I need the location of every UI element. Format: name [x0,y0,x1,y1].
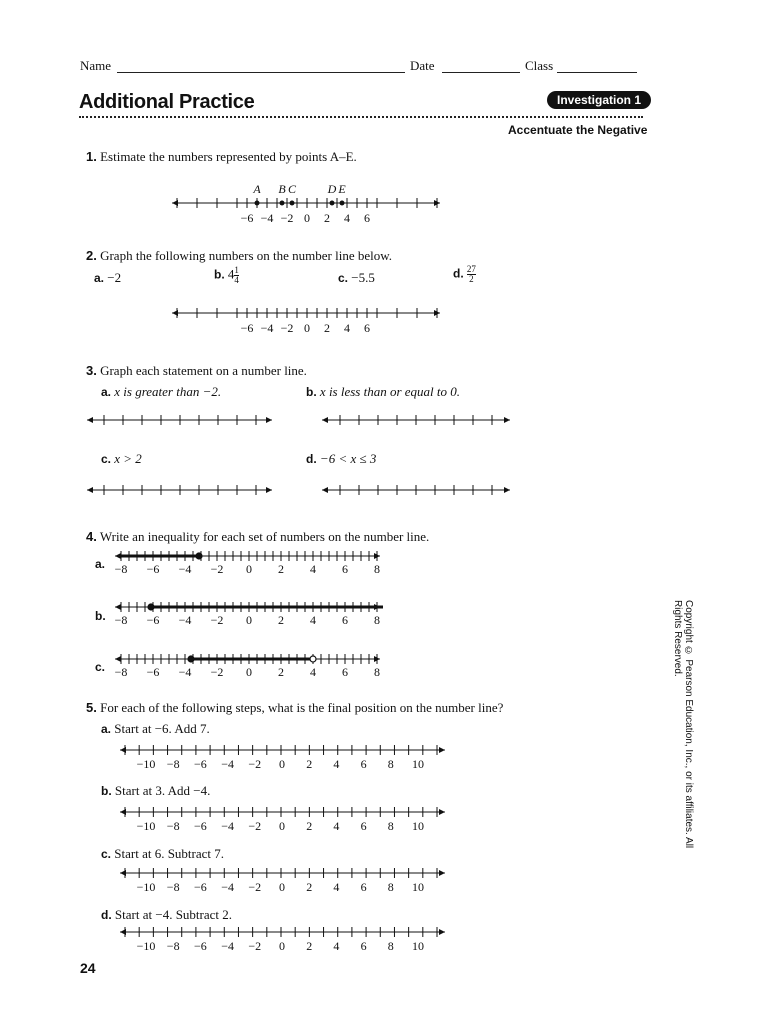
right-arrow-icon [504,417,510,423]
tick-label: 6 [342,665,348,679]
tick-label: 4 [344,321,350,335]
tick-label: −10 [136,757,156,771]
tick-label: 0 [246,562,252,576]
tick-label: 4 [310,562,316,576]
tick-label: 0 [279,757,285,771]
left-arrow-icon [115,656,121,662]
mixed-whole: 4 [227,266,235,282]
question-number: 4. [86,529,97,544]
q2-part-b [214,266,239,285]
tick-label: −2 [248,939,262,953]
tick-label: 8 [387,757,394,771]
tick-label: −10 [136,939,156,953]
right-arrow-icon [266,487,272,493]
question-text: Estimate the numbers represented by points A–E. [100,149,357,164]
investigation-badge: Investigation 1 [547,91,651,109]
question-number: 2. [86,248,97,263]
fraction [234,266,239,285]
tick-label: −6 [146,562,160,576]
tick-label: 0 [246,613,252,627]
part-label: a. [101,722,112,736]
closed-endpoint [188,656,194,662]
tick-label: −6 [194,880,207,894]
point-label: C [287,182,297,196]
part-label: c. [101,452,112,466]
tick-label: 6 [360,880,367,894]
q4-part-a-label: a. [95,557,106,571]
tick-label: 8 [387,819,394,833]
part-label: d. [306,452,317,466]
tick-label: 6 [342,562,348,576]
tick-label: −2 [248,757,262,771]
tick-label: 0 [279,939,285,953]
question-4 [86,529,429,545]
tick-label: −4 [221,880,234,894]
tick-label: 6 [364,321,370,335]
tick-label: −4 [221,819,234,833]
tick-label: 6 [364,211,370,225]
tick-label: 4 [310,665,316,679]
q2-part-a [94,270,121,286]
point-label: D [327,182,337,196]
tick-label: −10 [136,819,156,833]
tick-label: −6 [194,819,207,833]
plotted-point [340,201,345,206]
tick-label: −4 [178,562,192,576]
tick-label: 6 [360,757,367,771]
tick-label: −8 [166,819,180,833]
right-arrow-icon [266,417,272,423]
q5-part-d [101,907,232,923]
tick-label: −4 [178,613,192,627]
point-label: A [253,182,261,196]
q3-part-c [101,451,142,467]
question-number: 1. [86,149,97,164]
denominator: 4 [234,275,239,285]
tick-label: −2 [210,562,224,576]
left-arrow-icon [87,487,93,493]
part-label: c. [338,271,349,285]
right-arrow-icon [439,929,445,935]
tick-label: 8 [387,880,394,894]
tick-label: −6 [194,939,207,953]
tick-label: −8 [166,939,180,953]
question-text: Write an inequality for each set of numbers on the number line. [99,529,430,544]
plotted-point [255,201,260,206]
question-text: Graph each statement on a number line. [100,363,307,378]
tick-label: 4 [310,613,316,627]
fraction [467,265,476,284]
tick-label: 2 [306,880,313,894]
tick-label: 0 [246,665,252,679]
left-arrow-icon [322,487,328,493]
numerator: 1 [234,265,239,275]
tick-label: −8 [166,757,180,771]
question-number: 3. [86,363,97,378]
tick-label: 4 [344,211,350,225]
tick-label: 2 [324,321,330,335]
q5-part-c [101,846,224,862]
page-title: Additional Practice [79,91,255,113]
numerator: 27 [466,264,476,274]
tick-label: −6 [240,321,254,335]
tick-label: −4 [260,321,274,335]
tick-label: 2 [306,939,313,953]
part-label: b. [306,385,317,399]
part-label: c. [101,847,112,861]
part-text: Start at 3. Add −4. [114,783,211,798]
part-label: b. [101,784,112,798]
plotted-point [280,201,285,206]
tick-label: 10 [412,757,424,771]
tick-label: −10 [136,880,156,894]
page-number: 24 [80,960,96,976]
q4-part-b-label: b. [95,609,106,623]
part-label: b. [214,267,225,282]
closed-endpoint [196,553,202,559]
q4-part-c-label: c. [95,660,106,674]
question-text: For each of the following steps, what is the final position on the number line? [100,700,504,715]
tick-label: −2 [210,665,224,679]
tick-label: 6 [342,613,348,627]
tick-label: 2 [306,757,313,771]
tick-label: −6 [240,211,254,225]
tick-label: 0 [304,321,310,335]
left-arrow-icon [115,604,121,610]
copyright-notice: Copyright © Pearson Education, Inc., or its affiliates. All Rights Reserved. [672,600,694,849]
tick-label: 4 [333,757,340,771]
point-label: B [278,182,286,196]
part-text: x is less than or equal to 0. [319,384,461,399]
part-value: −2 [107,270,122,285]
question-3 [86,363,307,379]
tick-label: −8 [114,562,128,576]
open-endpoint [310,656,316,662]
part-text: Start at −6. Add 7. [114,721,210,736]
q2-part-c [338,270,375,286]
part-text: x > 2 [114,451,142,466]
tick-label: −2 [248,819,262,833]
tick-label: 4 [333,880,340,894]
tick-label: −8 [114,665,128,679]
tick-label: −8 [114,613,128,627]
name-label: Name [80,58,112,73]
tick-label: 2 [278,562,284,576]
tick-label: −4 [260,211,274,225]
question-5 [86,700,503,716]
part-label: a. [94,271,105,285]
question-text: Graph the following numbers on the number line below. [100,248,393,263]
tick-label: 0 [279,819,285,833]
subtitle: Accentuate the Negative [508,123,648,137]
tick-label: −4 [221,939,234,953]
part-text: x is greater than −2. [114,384,222,399]
part-label: d. [101,908,112,922]
q3-part-b [306,384,460,400]
tick-label: 0 [304,211,310,225]
tick-label: 2 [278,613,284,627]
left-arrow-icon [87,417,93,423]
part-value: −5.5 [351,270,375,285]
tick-label: 10 [412,819,424,833]
tick-label: 8 [387,939,394,953]
tick-label: −2 [248,880,262,894]
tick-label: −6 [146,613,160,627]
part-text: −6 < x ≤ 3 [319,451,377,466]
plotted-point [330,201,335,206]
tick-label: 4 [333,819,340,833]
tick-label: −8 [166,880,180,894]
right-arrow-icon [439,747,445,753]
tick-label: 8 [374,665,380,679]
tick-label: −6 [146,665,160,679]
right-arrow-icon [439,870,445,876]
plotted-point [290,201,295,206]
question-2 [86,248,392,264]
tick-label: 10 [412,939,424,953]
left-arrow-icon [322,417,328,423]
tick-label: 8 [374,613,380,627]
q5-part-a [101,721,210,737]
tick-label: 6 [360,819,367,833]
tick-label: −2 [210,613,224,627]
tick-label: −2 [280,211,294,225]
date-label: Date [410,58,435,73]
tick-label: 6 [360,939,367,953]
q3-part-d [306,451,376,467]
question-number: 5. [86,700,97,715]
q3-part-a [101,384,221,400]
point-label: E [338,182,346,196]
tick-label: 2 [324,211,330,225]
right-arrow-icon [504,487,510,493]
right-arrow-icon [439,809,445,815]
part-label: d. [453,266,464,281]
class-label: Class [525,58,554,73]
tick-label: 2 [306,819,313,833]
part-text: Start at 6. Subtract 7. [114,846,225,861]
tick-label: −2 [280,321,294,335]
tick-label: 2 [278,665,284,679]
part-text: Start at −4. Subtract 2. [114,907,233,922]
tick-label: −4 [221,757,234,771]
closed-endpoint [148,604,154,610]
tick-label: −4 [178,665,192,679]
tick-label: 0 [279,880,285,894]
tick-label: 10 [412,880,424,894]
tick-label: 4 [333,939,340,953]
denominator: 2 [469,274,474,284]
q5-part-b [101,783,210,799]
part-label: a. [101,385,112,399]
q2-part-d [453,265,476,284]
tick-label: 8 [374,562,380,576]
tick-label: −6 [194,757,207,771]
